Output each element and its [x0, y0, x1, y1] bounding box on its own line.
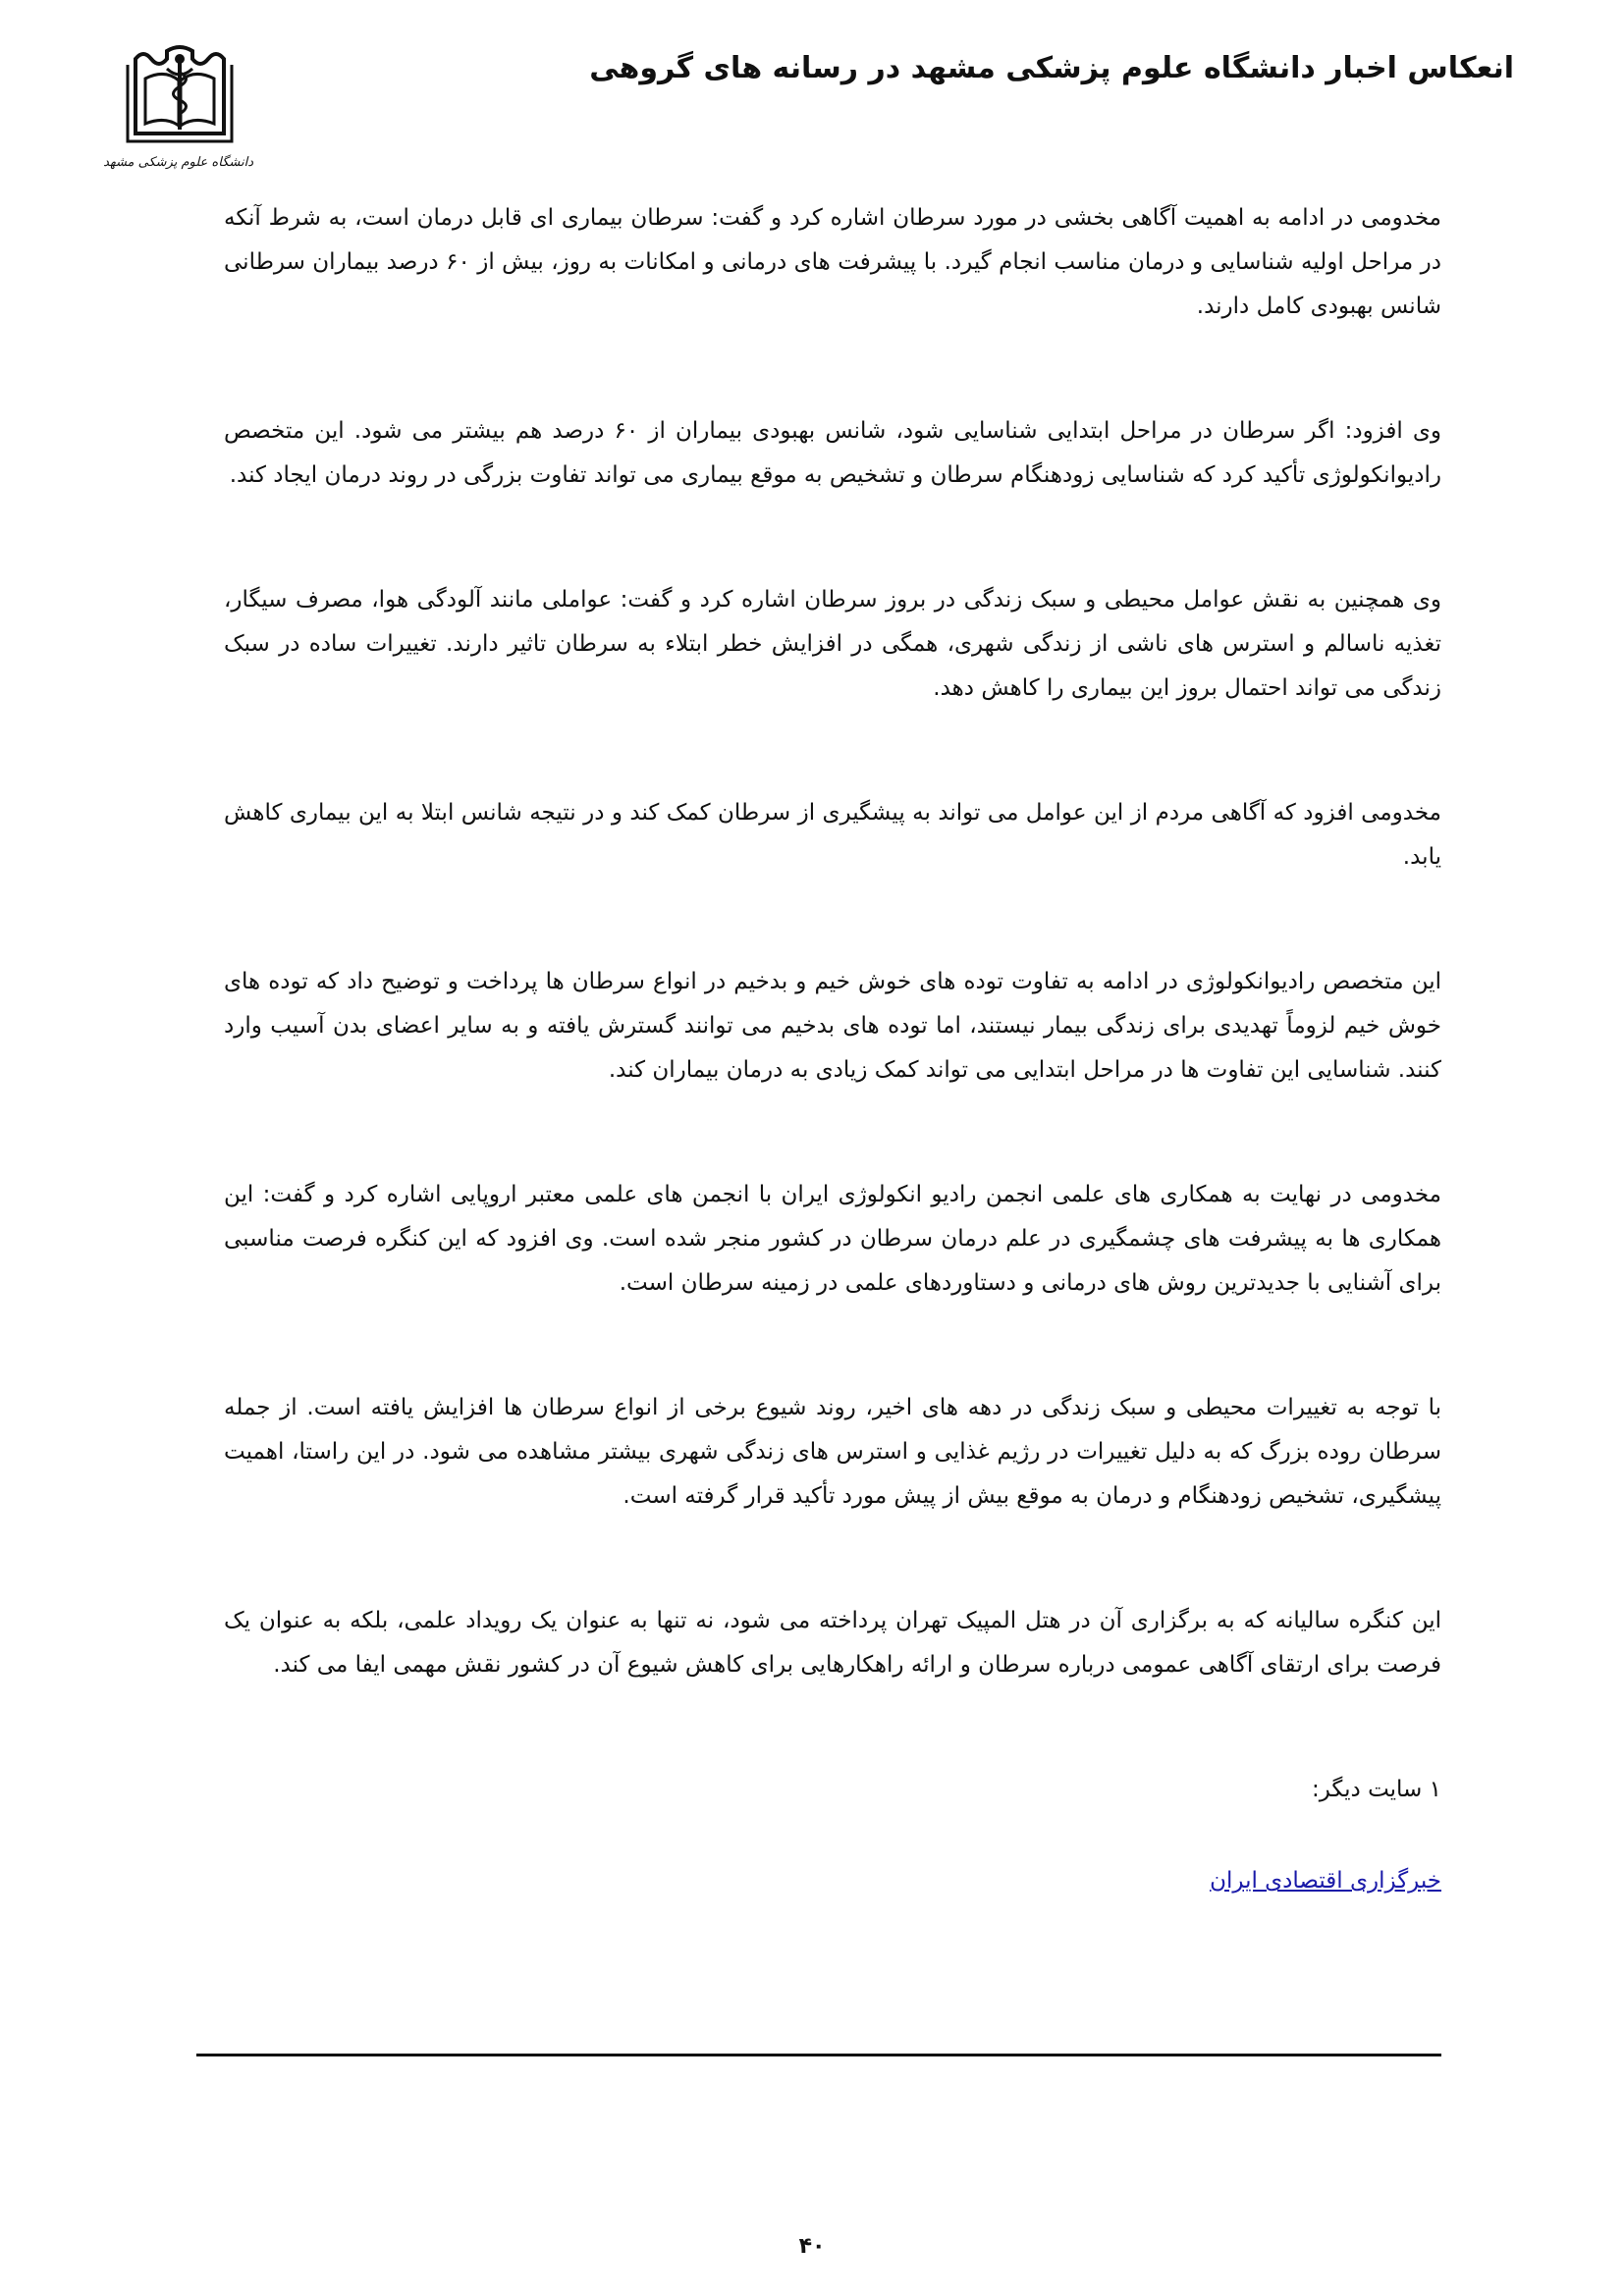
paragraph-4: مخدومی افزود که آگاهی مردم از این عوامل می تواند به پیشگیری از سرطان کمک کند و در نتیجه شانس ابتلا به این بیماری کاهش یابد.	[224, 800, 1441, 870]
footer-divider	[196, 2054, 1441, 2056]
paragraph-1: مخدومی در ادامه به اهمیت آگاهی بخشی در مورد سرطان اشاره کرد و گفت: سرطان بیماری ای قابل درمان است، به شرط آنکه در مراحل اولیه شناسایی و درمان مناسب انجام گیرد. با پیشرفت های درمانی و امکانات به روز، بیش از ۶۰ درصد بیماران سرطانی شانس بهبودی کامل دارند.	[224, 205, 1441, 319]
paragraph-3: وی همچنین به نقش عوامل محیطی و سبک زندگی در بروز سرطان اشاره کرد و گفت: عواملی مانند آلودگی هوا، مصرف سیگار، تغذیه ناسالم و استرس های ناشی از زندگی شهری، همگی در افزایش خطر ابتلاء به سرطان تاثیر دارند. تغییرات ساده در سبک زندگی می تواند احتمال بروز این بیماری را کاهش دهد.	[224, 587, 1441, 701]
paragraph-7: با توجه به تغییرات محیطی و سبک زندگی در دهه های اخیر، روند شیوع برخی از انواع سرطان ها افزایش یافته است. از جمله سرطان روده بزرگ که به دلیل تغییرات در رژیم غذایی و استرس های زندگی شهری بیشتر مشاهده می شود. در این راستا، اهمیت پیشگیری، تشخیص زودهنگام و درمان به موقع بیش از پیش مورد تأکید قرار گرفته است.	[224, 1395, 1441, 1509]
other-sites-label: ۱ سایت دیگر:	[1311, 1777, 1441, 1802]
article-body	[224, 196, 1441, 1903]
paragraph-5: این متخصص رادیوانکولوژی در ادامه به تفاوت توده های خوش خیم و بدخیم در انواع سرطان ها پرداخت و توضیح داد که توده های خوش خیم لزوماً تهدیدی برای زندگی بیمار نیستند، اما توده های بدخیم می توانند گسترش یافته و به سایر اعضای بدن آسیب وارد کنند. شناسایی این تفاوت ها در مراحل ابتدایی می تواند کمک زیادی به درمان بیماران کند.	[224, 969, 1441, 1083]
university-emblem-icon	[106, 39, 253, 155]
source-link[interactable]: خبرگزاری اقتصادی ایران	[1210, 1868, 1441, 1894]
logo-caption: دانشگاه علوم پزشکی مشهد	[103, 155, 253, 170]
paragraph-8: این کنگره سالیانه که به برگزاری آن در هتل المپیک تهران پرداخته می شود، نه تنها به عنوان یک رویداد علمی، بلکه به عنوان یک فرصت برای ارتقای آگاهی عمومی درباره سرطان و ارائه راهکارهایی برای کاهش شیوع آن در کشور نقش مهمی ایفا می کند.	[224, 1608, 1441, 1678]
other-sites-list	[224, 1859, 1441, 1903]
university-logo	[103, 39, 253, 170]
paragraph-2: وی افزود: اگر سرطان در مراحل ابتدایی شناسایی شود، شانس بهبودی بیماران از ۶۰ درصد هم بیشتر می شود. این متخصص رادیوانکولوژی تأکید کرد که شناسایی زودهنگام سرطان و تشخیص به موقع بیماری می تواند تفاوت بزرگی در روند درمان ایجاد کند.	[224, 418, 1441, 488]
page-number: ۴۰	[798, 2234, 826, 2259]
paragraph-6: مخدومی در نهایت به همکاری های علمی انجمن رادیو انکولوژی ایران با انجمن های علمی معتبر اروپایی اشاره کرد و گفت: این همکاری ها به پیشرفت های چشمگیری در علم درمان سرطان در کشور منجر شده است. وی افزود که این کنگره فرصت مناسبی برای آشنایی با جدیدترین روش های درمانی و دستاوردهای علمی در زمینه سرطان است.	[224, 1182, 1441, 1296]
page-header-title: انعکاس اخبار دانشگاه علوم پزشکی مشهد در رسانه های گروهی	[589, 51, 1514, 85]
